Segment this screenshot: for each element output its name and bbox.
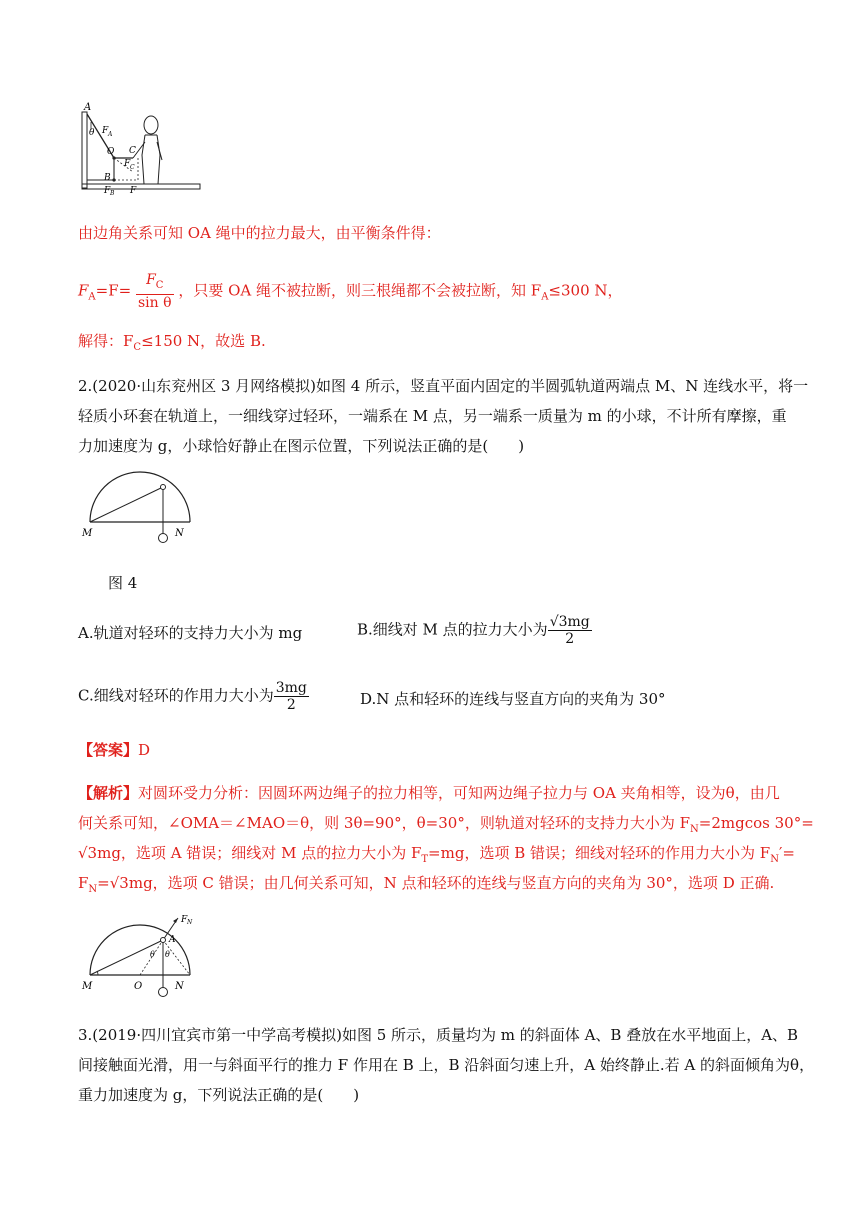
label-FB: F [104,186,111,195]
label-theta-2: θ [165,950,170,959]
label-FB-sub: B [110,190,115,195]
label-FN-sub: N [187,919,193,926]
q3-stem-line-3: 重力加速度为 g，下列说法正确的是( ) [78,1086,360,1104]
semicircle-figure-4 [78,470,198,548]
label-FN: F [181,915,188,925]
fraction-3mg-2: $\frac{3mg}{2}$ [275,680,307,713]
label-M-2: M [82,981,93,992]
label-FC: F [124,159,131,169]
label-N: N [175,528,184,539]
q2-stem-line-3: 力加速度为 g，小球恰好静止在图示位置，下列说法正确的是( ) [78,437,525,455]
q2-analysis-line-1: 【解析】对圆环受力分析：因圆环两边绳子的拉力相等，可知两边绳子拉力与 OA 夹角相等，设为θ，由几 [78,784,780,802]
label-B: B [104,173,111,183]
fraction-sqrt3mg-2: $\frac{√3mg}{2}$ [549,614,590,647]
label-C: C [129,146,136,156]
analysis-force-figure [78,910,208,1000]
label-O: O [107,147,115,157]
q2-option-a: A.轨道对轻环的支持力大小为 mg [78,624,303,642]
label-F: F [130,186,137,195]
q2-option-d: D.N 点和轻环的连线与竖直方向的夹角为 30° [360,690,666,708]
solution-line-1: 由边角关系可知 OA 绳中的拉力最大，由平衡条件得： [78,224,441,242]
label-FA: F [102,126,109,136]
label-FC-sub: C [130,164,135,171]
label-theta: θ [89,128,95,138]
label-N-2: N [175,981,184,992]
q2-analysis-line-2: 何关系可知，∠OMA＝∠MAO＝θ，则 3θ=90°，θ=30°，则轨道对轻环的支持力大小为 $F_N=2mgcos$ 30°= [78,814,814,835]
q2-option-b: B.细线对 M 点的拉力大小为 $\frac{√3mg}{2}$ [357,614,590,647]
q2-analysis-line-3: √3mg，选项 A 错误；细线对 M 点的拉力大小为 $F_T=mg$，选项 B 错误；细线对轻环的作用力大小为 $F_N'=$ [78,844,795,865]
figure-4-caption: 图 4 [108,574,138,592]
label-FA-sub: A [108,131,113,138]
label-O-2: O [134,981,143,992]
solution-line-2: $F_A=F=$ $\frac{F_C}{\text{sin θ}}$ ，只要 OA 绳不被拉断，则三根绳都不会被拉断，知 $F_A\le 300$ N， [78,272,623,311]
q3-stem-line-2: 间接触面光滑，用一与斜面平行的推力 F 作用在 B 上，B 沿斜面匀速上升，A 始终静止.若 A 的斜面倾角为θ， [78,1056,815,1074]
label-A-ring: A [169,935,176,945]
label-M: M [82,528,93,539]
solution-line-3: 解得：$F_C\le 150$ N，故选 B. [78,332,266,353]
q2-analysis-line-4: $F_N=√3mg$，选项 C 错误；由几何关系可知，N 点和轻环的连线与竖直方向的夹角为 30°，选项 D 正确. [78,874,775,895]
label-A: A [84,102,92,113]
rope-tension-figure [78,100,203,195]
label-theta-1: θ [150,950,155,959]
q2-stem-line-2: 轻质小环套在轨道上，一细线穿过轻环，一端系在 M 点，另一端系一质量为 m 的小球，不计所有摩擦，重 [78,407,787,425]
q2-option-c: C.细线对轻环的作用力大小为 $\frac{3mg}{2}$ [78,680,307,713]
q3-stem-line-1: 3.(2019·四川宜宾市第一中学高考模拟)如图 5 所示，质量均为 m 的斜面体 A、B 叠放在水平地面上，A、B [78,1026,799,1044]
q2-stem-line-1: 2.(2020·山东兖州区 3 月网络模拟)如图 4 所示，竖直平面内固定的半圆弧轨道两端点 M、N 连线水平，将一 [78,377,809,395]
q2-answer: 【答案】D [78,741,151,759]
fraction-fc-sin-theta: $\frac{F_C}{\text{sin θ}}$ [137,272,172,311]
